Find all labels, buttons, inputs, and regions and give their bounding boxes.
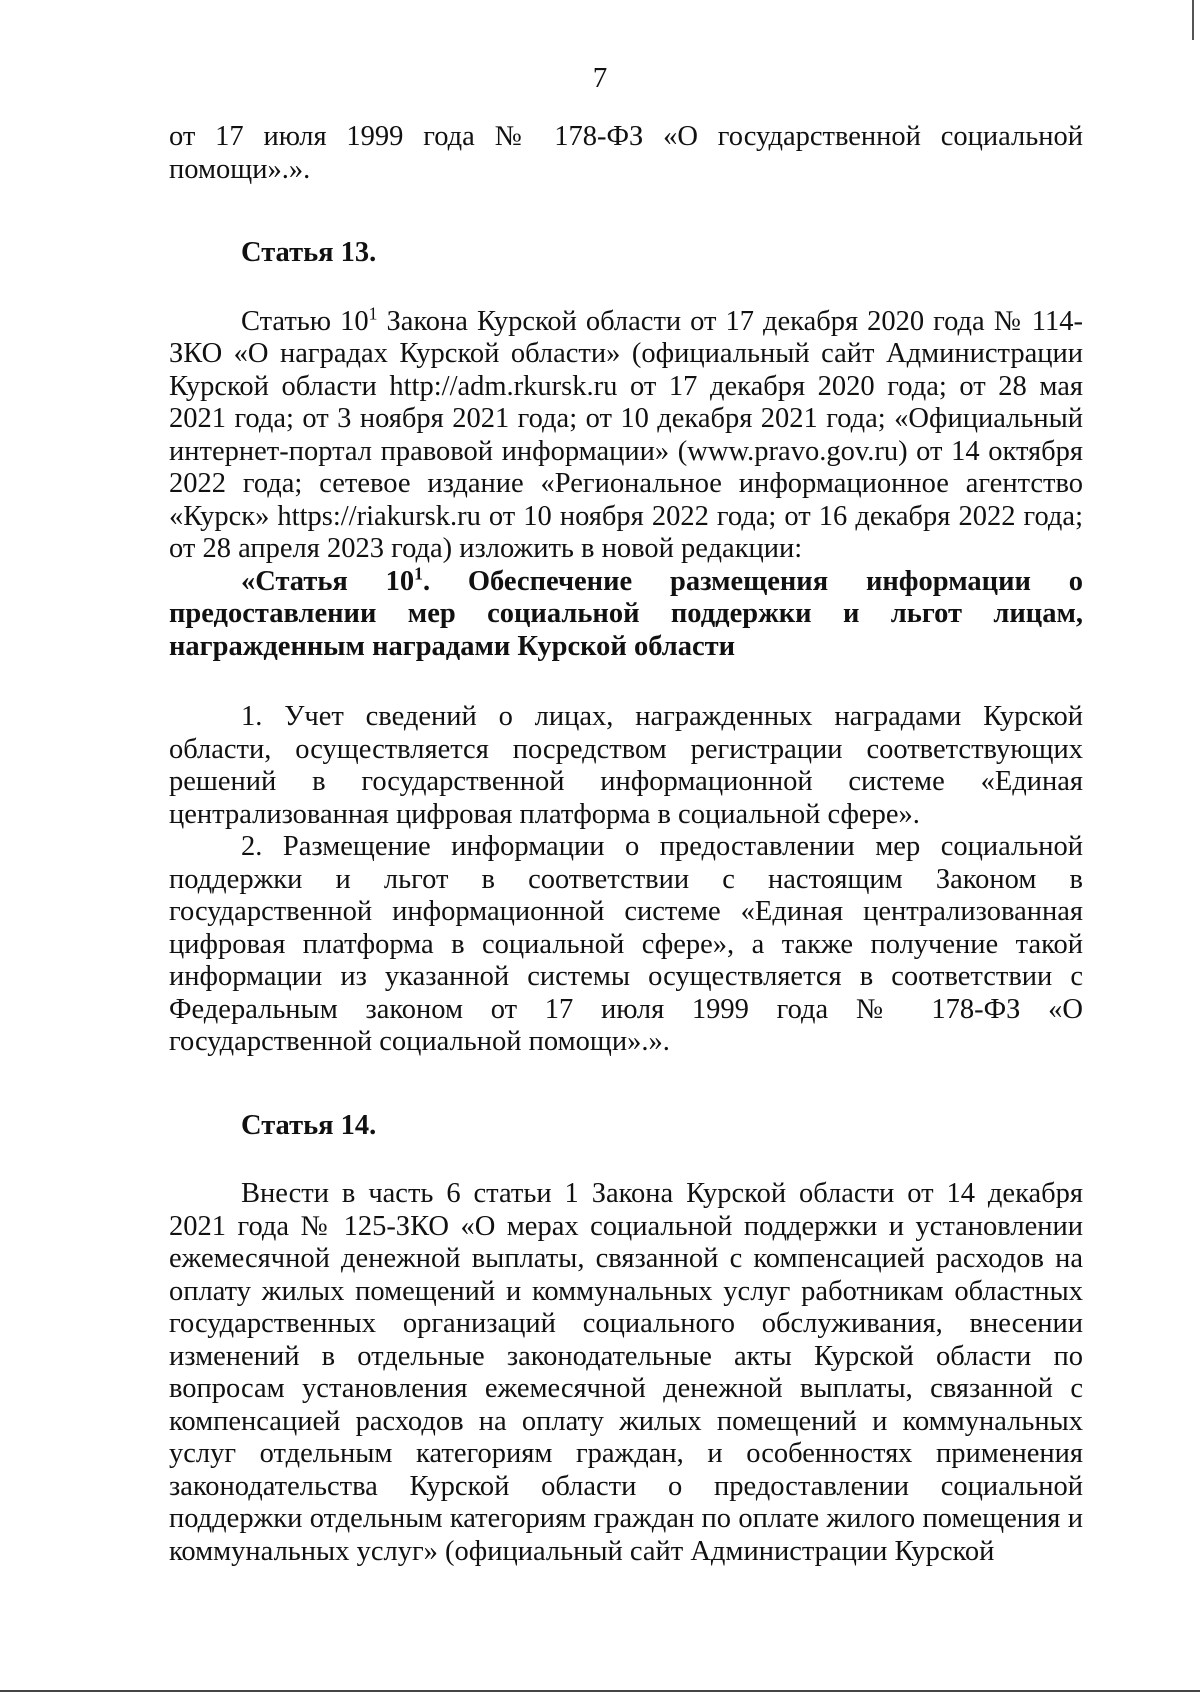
document-body (169, 121, 1083, 1568)
article-14-heading: Статья 14. (241, 1109, 377, 1141)
page-number: 7 (592, 62, 608, 94)
scan-edge-line (1192, 0, 1194, 40)
article-10-1-item-1: 1. Учет сведений о лицах, награжденных наградами Курской области, осуществляется посредством регистрации соответствующих решений в государственной информационной системе «Единая централизованная цифровая платформа в социальной сфере». (169, 701, 1083, 830)
article-13-heading: Статья 13. (241, 237, 377, 268)
article-14-text: Внести в часть 6 статьи 1 Закона Курской области от 14 декабря 2021 года № 125-ЗКО «О мерах социальной поддержки и установлении ежемесячной денежной выплаты, связанной с компенсацией расходов на оплату жилых помещений и коммунальных услуг работникам областных государственных организаций социального обслуживания, внесении изменений в отдельные законодательные акты Курской области по вопросам установления ежемесячной денежной выплаты, связанной с компенсацией расходов на оплату жилых помещений и коммунальных услуг отдельным категориям граждан, и особенностях применения законодательства Курской области о предоставлении социальной поддержки отдельным категориям граждан по оплате жилого помещения и коммунальных услуг» (официальный сайт Администрации Курской (169, 1178, 1083, 1567)
article-10-1-item-2: 2. Размещение информации о предоставлении мер социальной поддержки и льгот в соответствии с настоящим Законом в государственной информационной системе «Единая централизованная цифровая платформа в социальной сфере», а также получение такой информации из указанной системы осуществляется в соответствии с Федеральным законом от 17 июля 1999 года № 178-ФЗ «О государственной социальной помощи».». (169, 831, 1083, 1057)
continuation-paragraph: от 17 июля 1999 года № 178-ФЗ «О государственной социальной помощи».». (169, 121, 1083, 185)
scan-bottom-edge (0, 1690, 1200, 1692)
article-10-1-title: «Статья $10^1$. Обеспечение размещения информации о предоставлении мер социальной поддержки и льгот лицам, награжденным наградами Курской области (169, 563, 1083, 662)
article-13-intro: Статью $10^1$ Закона Курской области от 17 декабря 2020 года № 114-ЗКО «О наградах Курской области» (официальный сайт Администрации Курской области http://adm.rkursk.ru от 17 декабря 2020 года; от 28 мая 2021 года; от 3 ноября 2021 года; от 10 декабря 2021 года; «Официальный интернет-портал правовой информации» (www.pravo.gov.ru) от 14 октября 2022 года; сетевое издание «Региональное информационное агентство «Курск» https://riakursk.ru от 10 ноября 2022 года; от 16 декабря 2022 года; от 28 апреля 2023 года) изложить в новой редакции: (169, 303, 1083, 564)
